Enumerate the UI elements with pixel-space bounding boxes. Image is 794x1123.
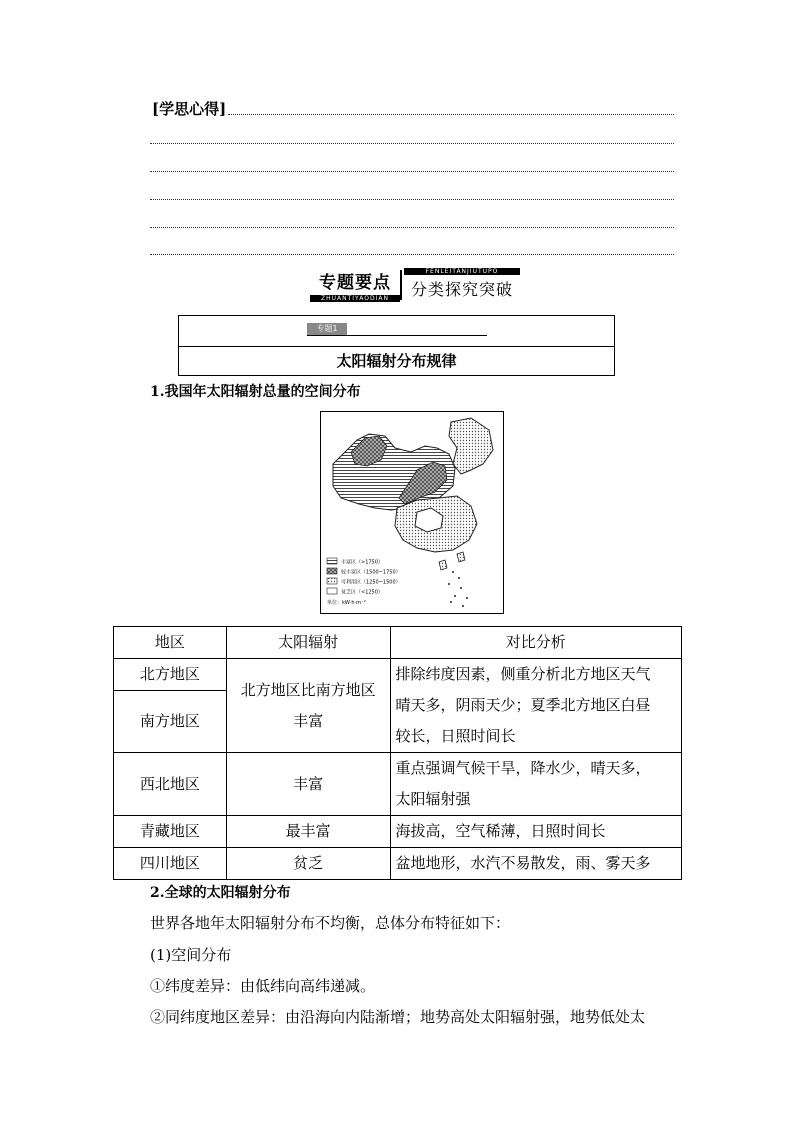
ns-radiation-line: 北方地区比南方地区 bbox=[240, 680, 376, 699]
banner-left-title: 专题要点 bbox=[319, 273, 391, 293]
table-row bbox=[114, 753, 682, 816]
topic-box bbox=[178, 315, 615, 376]
cell-sc-analysis: 盆地地形，水汽不易散发，雨、雾天多 bbox=[390, 848, 681, 880]
legend-swatch bbox=[327, 558, 337, 564]
legend-swatch bbox=[327, 568, 337, 574]
cell-qz-radiation: 最丰富 bbox=[226, 816, 390, 848]
banner-left bbox=[310, 268, 400, 302]
table-row bbox=[114, 848, 682, 880]
header-region: 地区 bbox=[114, 627, 227, 659]
legend-swatch bbox=[327, 578, 337, 584]
section2-point1: ①纬度差异：由低纬向高纬递减。 bbox=[150, 977, 376, 995]
banner-left-pinyin: ZHUANTIYAODIAN bbox=[310, 295, 400, 302]
topic-title: 太阳辐射分布规律 bbox=[336, 352, 457, 370]
section2-intro: 世界各地年太阳辐射分布不均衡，总体分布特征如下： bbox=[150, 914, 511, 932]
table-row bbox=[114, 659, 682, 691]
ns-radiation-line: 丰富 bbox=[293, 711, 324, 730]
banner-right bbox=[404, 268, 520, 300]
legend-label: 丰富区（>1750） bbox=[341, 559, 383, 566]
map-region-northeast bbox=[449, 418, 493, 474]
cell-ns-radiation bbox=[226, 659, 390, 753]
ns-analysis-line: 排除纬度因素，侧重分析北方地区天气 bbox=[395, 665, 651, 683]
notes-line bbox=[150, 227, 674, 228]
nw-analysis-line: 重点强调气候干旱，降水少，晴天多， bbox=[395, 759, 651, 777]
notes-line bbox=[228, 114, 674, 115]
notes-line bbox=[150, 171, 674, 172]
section2-point2: ②同纬度地区差异：由沿海向内陆渐增；地势高处太阳辐射强，地势低处太 bbox=[150, 1008, 646, 1026]
table-row bbox=[114, 816, 682, 848]
topic-tag-line bbox=[307, 335, 487, 336]
ns-analysis-line: 较长，日照时间长 bbox=[395, 727, 516, 745]
notes-line bbox=[150, 143, 674, 144]
cell-nw-region: 西北地区 bbox=[114, 753, 227, 816]
topic-tag: 专题1 bbox=[307, 323, 347, 335]
banner-right-pinyin: FENLEITANJIUTUPO bbox=[404, 268, 520, 275]
header-analysis: 对比分析 bbox=[390, 627, 681, 659]
map-island bbox=[457, 552, 465, 562]
nw-analysis-line: 太阳辐射强 bbox=[395, 790, 471, 808]
notes-line bbox=[150, 199, 674, 200]
map-legend bbox=[327, 558, 401, 606]
china-solar-map bbox=[320, 411, 504, 614]
legend-label: 可利用区（1250~1500） bbox=[341, 579, 401, 586]
cell-nw-radiation: 丰富 bbox=[226, 753, 390, 816]
notes-label: [学思心得] bbox=[152, 100, 227, 118]
cell-south-region: 南方地区 bbox=[114, 691, 227, 753]
map-island bbox=[439, 560, 447, 570]
legend-label: 较丰富区（1500~1750） bbox=[341, 569, 401, 576]
legend-swatch bbox=[327, 588, 337, 594]
header-radiation: 太阳辐射 bbox=[226, 627, 390, 659]
section2-sub1: (1)空间分布 bbox=[150, 946, 232, 964]
ns-analysis-line: 晴天多，阴雨天少；夏季北方地区白昼 bbox=[395, 696, 651, 714]
section1-heading: 1.我国年太阳辐射总量的空间分布 bbox=[150, 384, 361, 400]
notes-line bbox=[150, 254, 674, 255]
map-south-sea-islands bbox=[448, 571, 468, 607]
cell-qz-region: 青藏地区 bbox=[114, 816, 227, 848]
comparison-table bbox=[113, 626, 682, 880]
cell-nw-analysis bbox=[390, 753, 681, 816]
cell-sc-region: 四川地区 bbox=[114, 848, 227, 880]
banner-right-title: 分类探究突破 bbox=[410, 280, 513, 299]
cell-ns-analysis bbox=[390, 659, 681, 753]
legend-unit: 单位：kW·h·m⁻² bbox=[327, 600, 366, 606]
banner-divider bbox=[400, 270, 402, 300]
section2-heading: 2.全球的太阳辐射分布 bbox=[150, 885, 291, 901]
table-header-row bbox=[114, 627, 682, 659]
cell-north-region: 北方地区 bbox=[114, 659, 227, 691]
cell-sc-radiation: 贫乏 bbox=[226, 848, 390, 880]
legend-label: 贫乏区（<1250） bbox=[341, 589, 383, 596]
map-graphic bbox=[321, 412, 503, 613]
cell-qz-analysis: 海拔高，空气稀薄，日照时间长 bbox=[390, 816, 681, 848]
